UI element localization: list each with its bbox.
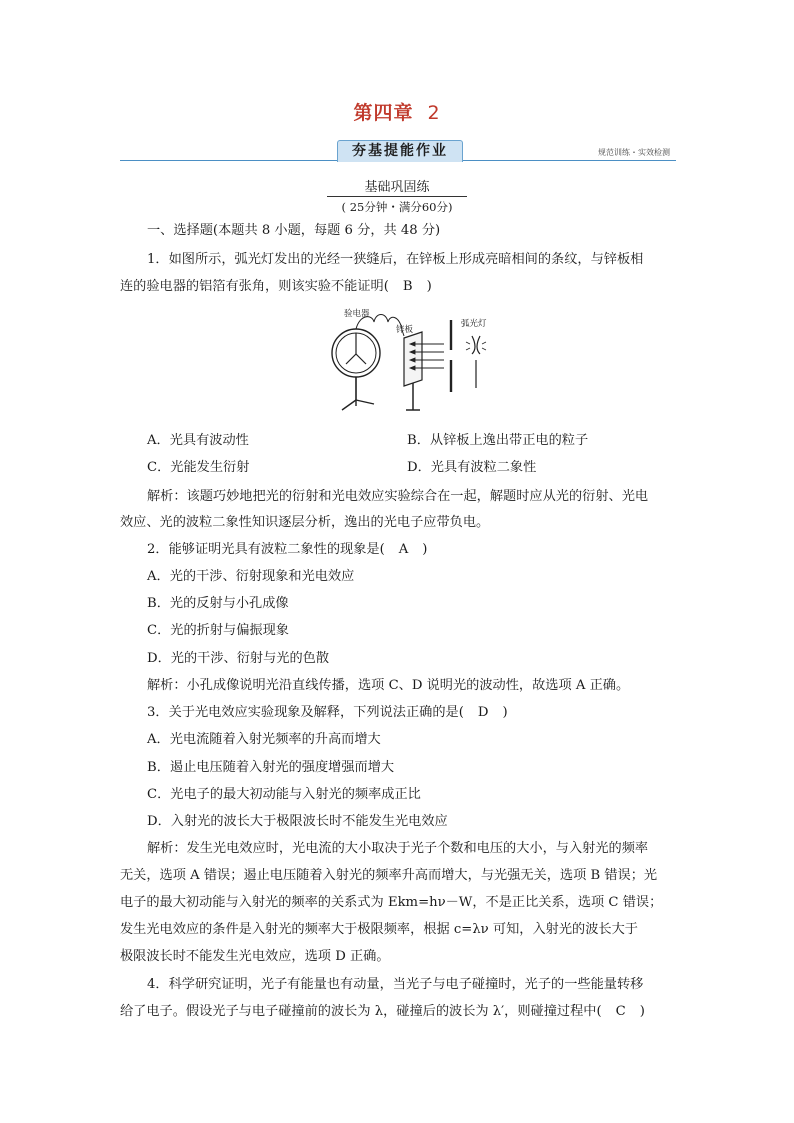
q1-figure (320, 306, 500, 418)
q1-stem-line1: 1．如图所示，弧光灯发出的光经一狭缝后，在锌板上形成亮暗相间的条纹，与锌板相 (147, 252, 644, 267)
stand-leg-right (356, 400, 374, 404)
q4-stem-line2 (120, 1003, 645, 1021)
q3-analysis-line5: 极限波长时不能发生光电效应，选项 D 正确。 (120, 949, 390, 964)
q4-answer: C (615, 1004, 626, 1019)
q2-stem-text: 2．能够证明光具有波粒二象性的现象是( (147, 542, 385, 557)
q3-option-a: A．光电流随着入射光频率的升高而增大 (147, 732, 381, 747)
q4-close: ) (639, 1004, 645, 1019)
electroscope-label: 验电器 (344, 309, 370, 319)
q3-answer: D (477, 705, 489, 720)
q1-stem-line2 (120, 278, 432, 296)
banner-tab: 夯基提能作业 (337, 140, 463, 162)
foil-left (346, 354, 356, 364)
q4-stem-line1: 4．科学研究证明，光子有能量也有动量，当光子与电子碰撞时，光子的一些能量转移 (147, 977, 644, 992)
q3-stem-text: 3．关于光电效应实验现象及解释，下列说法正确的是( (147, 705, 464, 720)
q2-option-d: D．光的干涉、衍射与光的色散 (147, 651, 330, 666)
lamp-electrode-lower (477, 336, 480, 354)
q3-option-c: C．光电子的最大初动能与入射光的频率成正比 (147, 787, 421, 802)
section-subtitle: ( 25分钟・满分60分) (341, 200, 453, 214)
lamp-electrode-upper (472, 336, 475, 354)
chapter-number: 2 (427, 102, 441, 124)
q1-option-b: B．从锌板上逸出带正电的粒子 (407, 433, 589, 448)
q2-option-b: B．光的反射与小孔成像 (147, 596, 289, 611)
lamp-glow-icon (466, 342, 486, 350)
q3-analysis-line2: 无关，选项 A 错误；遏止电压随着入射光的频率升高而增大，与光强无关，选项 B 错误；光 (120, 868, 658, 883)
q1-option-d: D．光具有波粒二象性 (407, 460, 537, 475)
q3-analysis-line1: 解析：发生光电效应时，光电流的大小取决于光子个数和电压的大小，与入射光的频率 (147, 841, 649, 856)
q3-option-d: D．入射光的波长大于极限波长时不能发生光电效应 (147, 814, 448, 829)
lamp-label: 弧光灯 (461, 319, 487, 329)
q1-close: ) (426, 279, 432, 294)
q3-stem (147, 704, 508, 722)
q2-option-a: A．光的干涉、衍射现象和光电效应 (147, 569, 355, 584)
banner-slogan: 规范训练・实效检测 (598, 148, 670, 157)
zinc-label: 锌板 (396, 325, 414, 335)
experiment-diagram (320, 306, 500, 418)
q1-analysis-line2: 效应、光的波粒二象性知识逐层分析，逸出的光电子应带负电。 (120, 515, 490, 530)
q1-option-c: C．光能发生衍射 (147, 460, 250, 475)
foil-right (356, 354, 366, 364)
chapter-heading (0, 98, 794, 125)
q2-option-c: C．光的折射与偏振现象 (147, 623, 289, 638)
q1-answer: B (402, 279, 413, 294)
chapter-title: 第四章 (353, 102, 414, 124)
q3-analysis-line4: 发生光电效应的条件是入射光的频率大于极限频率，根据 c=λν 可知，入射光的波长大于 (120, 922, 638, 937)
q4-stem-text: 给了电子。假设光子与电子碰撞前的波长为 λ，碰撞后的波长为 λ′，则碰撞过程中( (120, 1004, 602, 1019)
q2-analysis: 解析：小孔成像说明光沿直线传播，选项 C、D 说明光的波动性，故选项 A 正确。 (147, 678, 630, 693)
q2-answer: A (398, 542, 409, 557)
part-heading: 一、选择题(本题共 8 小题，每题 6 分，共 48 分) (147, 223, 441, 238)
q3-analysis-line3: 电子的最大初动能与入射光的频率的关系式为 Ekm=hν－W，不是正比关系，选项 C 错误； (120, 895, 663, 910)
q3-close: ) (502, 705, 508, 720)
stand-leg-left (342, 400, 356, 410)
q2-close: ) (422, 542, 428, 557)
q3-option-b: B．遏止电压随着入射光的强度增强而增大 (147, 760, 395, 775)
section-rule (327, 196, 467, 197)
q2-stem (147, 541, 427, 559)
q1-stem-text: 连的验电器的铝箔有张角，则该实验不能证明( (120, 279, 389, 294)
q1-option-a: A．光具有波动性 (147, 433, 249, 448)
q1-analysis-line1: 解析：该题巧妙地把光的衍射和光电效应实验综合在一起，解题时应从光的衍射、光电 (147, 489, 649, 504)
section-title: 基础巩固练 (364, 180, 430, 195)
